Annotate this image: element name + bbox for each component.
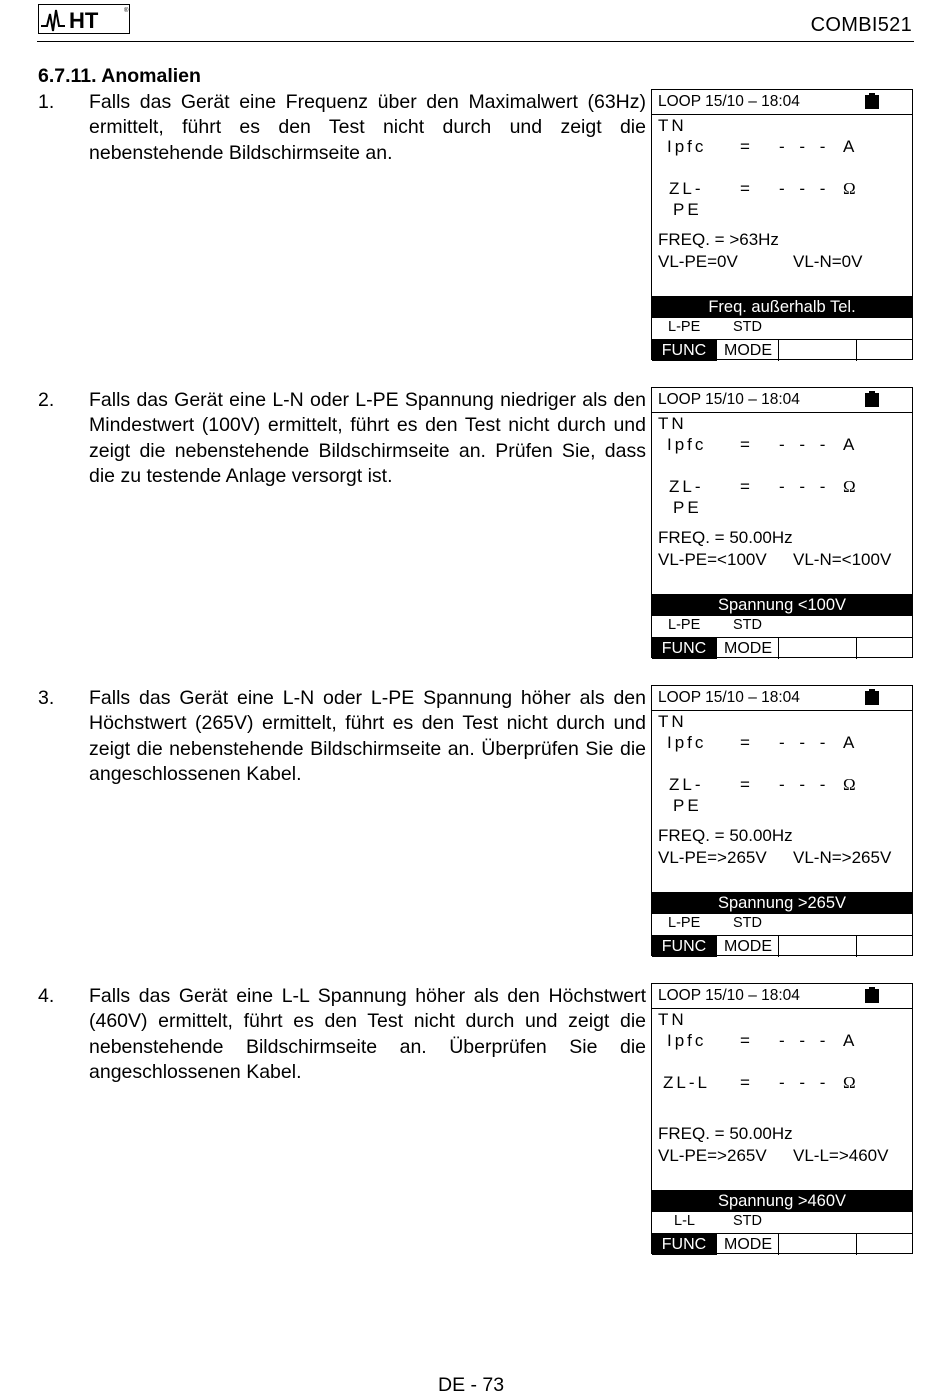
empty-softkey bbox=[857, 936, 912, 957]
screen-value: - - - bbox=[779, 1031, 831, 1050]
screen-frequency: FREQ. = 50.00Hz bbox=[658, 528, 793, 547]
mode-softkey: MODE bbox=[717, 340, 779, 361]
battery-icon bbox=[865, 987, 879, 1003]
screen-equals: = bbox=[740, 179, 750, 198]
empty-softkey bbox=[857, 638, 912, 659]
screen-equals: = bbox=[740, 1073, 750, 1092]
screen-equals: = bbox=[740, 775, 750, 794]
screen-title: LOOP 15/10 – 18:04 bbox=[658, 93, 800, 110]
screen-sub-label: L-PE bbox=[668, 617, 701, 633]
instrument-screen bbox=[651, 983, 913, 1254]
item-number: 2. bbox=[38, 389, 55, 411]
screen-voltage: VL-L=>460V bbox=[793, 1146, 889, 1165]
screen-label: ZL- bbox=[669, 179, 704, 198]
screen-value: - - - bbox=[779, 733, 831, 752]
list-item bbox=[38, 984, 646, 1085]
empty-softkey bbox=[779, 340, 857, 361]
screen-equals: = bbox=[740, 733, 750, 752]
screen-system: TN bbox=[658, 1010, 687, 1029]
screen-value: - - - bbox=[779, 137, 831, 156]
screen-unit: Ω bbox=[843, 179, 856, 198]
item-number: 3. bbox=[38, 687, 55, 709]
screen-equals: = bbox=[740, 477, 750, 496]
instrument-screen bbox=[651, 89, 913, 360]
screen-label: Ipfc bbox=[667, 435, 707, 454]
mode-softkey: MODE bbox=[717, 638, 779, 659]
screen-label: PE bbox=[673, 498, 702, 517]
list-item bbox=[38, 686, 646, 787]
screen-message: Spannung >265V bbox=[652, 892, 912, 914]
item-number: 1. bbox=[38, 91, 55, 113]
screen-sub-label: L-PE bbox=[668, 319, 701, 335]
item-text: Falls das Gerät eine L-N oder L-PE Spannung niedriger als den Mindestwert (100V) ermittelt, führt es den Test nicht durch und zeigt die nebenstehende Bildschirmseite an. Prüfen Sie, dass die zu testende Anlage versorgt ist. bbox=[89, 389, 646, 487]
item-number: 4. bbox=[38, 985, 55, 1007]
func-softkey: FUNC bbox=[652, 638, 717, 659]
screen-value: - - - bbox=[779, 477, 831, 496]
screen-system: TN bbox=[658, 116, 687, 135]
func-softkey: FUNC bbox=[652, 936, 717, 957]
item-text: Falls das Gerät eine Frequenz über den Maximalwert (63Hz) ermittelt, führt es den Test nicht durch und zeigt die nebenstehende Bildschirmseite an. bbox=[89, 91, 646, 164]
screen-sub-label: STD bbox=[733, 319, 762, 335]
screen-title: LOOP 15/10 – 18:04 bbox=[658, 391, 800, 408]
screen-label: PE bbox=[673, 796, 702, 815]
screen-unit: Ω bbox=[843, 1073, 856, 1092]
screen-frequency: FREQ. = 50.00Hz bbox=[658, 826, 793, 845]
screen-sub-label: L-L bbox=[674, 1213, 695, 1229]
screen-label: ZL- bbox=[669, 775, 704, 794]
screen-sub-label: L-PE bbox=[668, 915, 701, 931]
screen-message: Freq. außerhalb Tel. bbox=[652, 296, 912, 318]
screen-value: - - - bbox=[779, 1073, 831, 1092]
screen-label: PE bbox=[673, 200, 702, 219]
screen-voltage: VL-N=>265V bbox=[793, 848, 892, 867]
list-item bbox=[38, 388, 646, 489]
screen-softkey-bar bbox=[652, 935, 912, 957]
ht-logo bbox=[38, 4, 130, 34]
item-text: Falls das Gerät eine L-L Spannung höher als den Höchstwert (460V) ermittelt, führt es den Test nicht durch und zeigt die nebenstehende Bildschirmseite an. Überprüfen Sie die angeschlossenen Kabel. bbox=[89, 985, 646, 1083]
battery-icon bbox=[865, 391, 879, 407]
screen-voltage: VL-PE=>265V bbox=[658, 1146, 767, 1165]
screen-value: - - - bbox=[779, 775, 831, 794]
screen-softkey-bar bbox=[652, 339, 912, 361]
section-title: 6.7.11. Anomalien bbox=[38, 65, 201, 87]
screen-unit: Ω bbox=[843, 477, 856, 496]
empty-softkey bbox=[857, 1234, 912, 1255]
screen-equals: = bbox=[740, 137, 750, 156]
screen-voltage: VL-N=<100V bbox=[793, 550, 892, 569]
item-text: Falls das Gerät eine L-N oder L-PE Spannung höher als den Höchstwert (265V) ermittelt, führt es den Test nicht durch und zeigt die nebenstehende Bildschirmseite an. Überprüfen Sie die angeschlossenen Kabel. bbox=[89, 687, 646, 785]
screen-unit: Ω bbox=[843, 775, 856, 794]
screen-voltage: VL-PE=>265V bbox=[658, 848, 767, 867]
screen-frequency: FREQ. = >63Hz bbox=[658, 230, 779, 249]
screen-label: Ipfc bbox=[667, 733, 707, 752]
screen-sub-label: STD bbox=[733, 617, 762, 633]
mode-softkey: MODE bbox=[717, 936, 779, 957]
screen-value: - - - bbox=[779, 435, 831, 454]
instrument-screen bbox=[651, 685, 913, 956]
empty-softkey bbox=[779, 1234, 857, 1255]
screen-message: Spannung <100V bbox=[652, 594, 912, 616]
battery-icon bbox=[865, 689, 879, 705]
screen-system: TN bbox=[658, 712, 687, 731]
list-item bbox=[38, 90, 646, 166]
screen-softkey-bar bbox=[652, 1233, 912, 1255]
screen-frequency: FREQ. = 50.00Hz bbox=[658, 1124, 793, 1143]
instrument-screen bbox=[651, 387, 913, 658]
empty-softkey bbox=[779, 638, 857, 659]
svg-text:®: ® bbox=[124, 8, 129, 14]
screen-title: LOOP 15/10 – 18:04 bbox=[658, 689, 800, 706]
screen-unit: A bbox=[843, 137, 855, 156]
screen-label: Ipfc bbox=[667, 1031, 707, 1050]
screen-equals: = bbox=[740, 1031, 750, 1050]
screen-label: ZL-L bbox=[663, 1073, 710, 1092]
screen-system: TN bbox=[658, 414, 687, 433]
header-rule bbox=[37, 41, 914, 42]
battery-icon bbox=[865, 93, 879, 109]
screen-unit: A bbox=[843, 733, 855, 752]
model-name: COMBI521 bbox=[810, 14, 912, 36]
empty-softkey bbox=[857, 340, 912, 361]
screen-voltage: VL-PE=0V bbox=[658, 252, 738, 271]
svg-text:HT: HT bbox=[69, 8, 99, 33]
mode-softkey: MODE bbox=[717, 1234, 779, 1255]
func-softkey: FUNC bbox=[652, 1234, 717, 1255]
screen-voltage: VL-PE=<100V bbox=[658, 550, 767, 569]
screen-value: - - - bbox=[779, 179, 831, 198]
screen-voltage: VL-N=0V bbox=[793, 252, 863, 271]
screen-title: LOOP 15/10 – 18:04 bbox=[658, 987, 800, 1004]
screen-unit: A bbox=[843, 1031, 855, 1050]
screen-softkey-bar bbox=[652, 637, 912, 659]
screen-unit: A bbox=[843, 435, 855, 454]
screen-label: ZL- bbox=[669, 477, 704, 496]
empty-softkey bbox=[779, 936, 857, 957]
screen-equals: = bbox=[740, 435, 750, 454]
func-softkey: FUNC bbox=[652, 340, 717, 361]
page-number: DE - 73 bbox=[438, 1374, 505, 1396]
screen-message: Spannung >460V bbox=[652, 1190, 912, 1212]
screen-sub-label: STD bbox=[733, 915, 762, 931]
screen-label: Ipfc bbox=[667, 137, 707, 156]
screen-sub-label: STD bbox=[733, 1213, 762, 1229]
